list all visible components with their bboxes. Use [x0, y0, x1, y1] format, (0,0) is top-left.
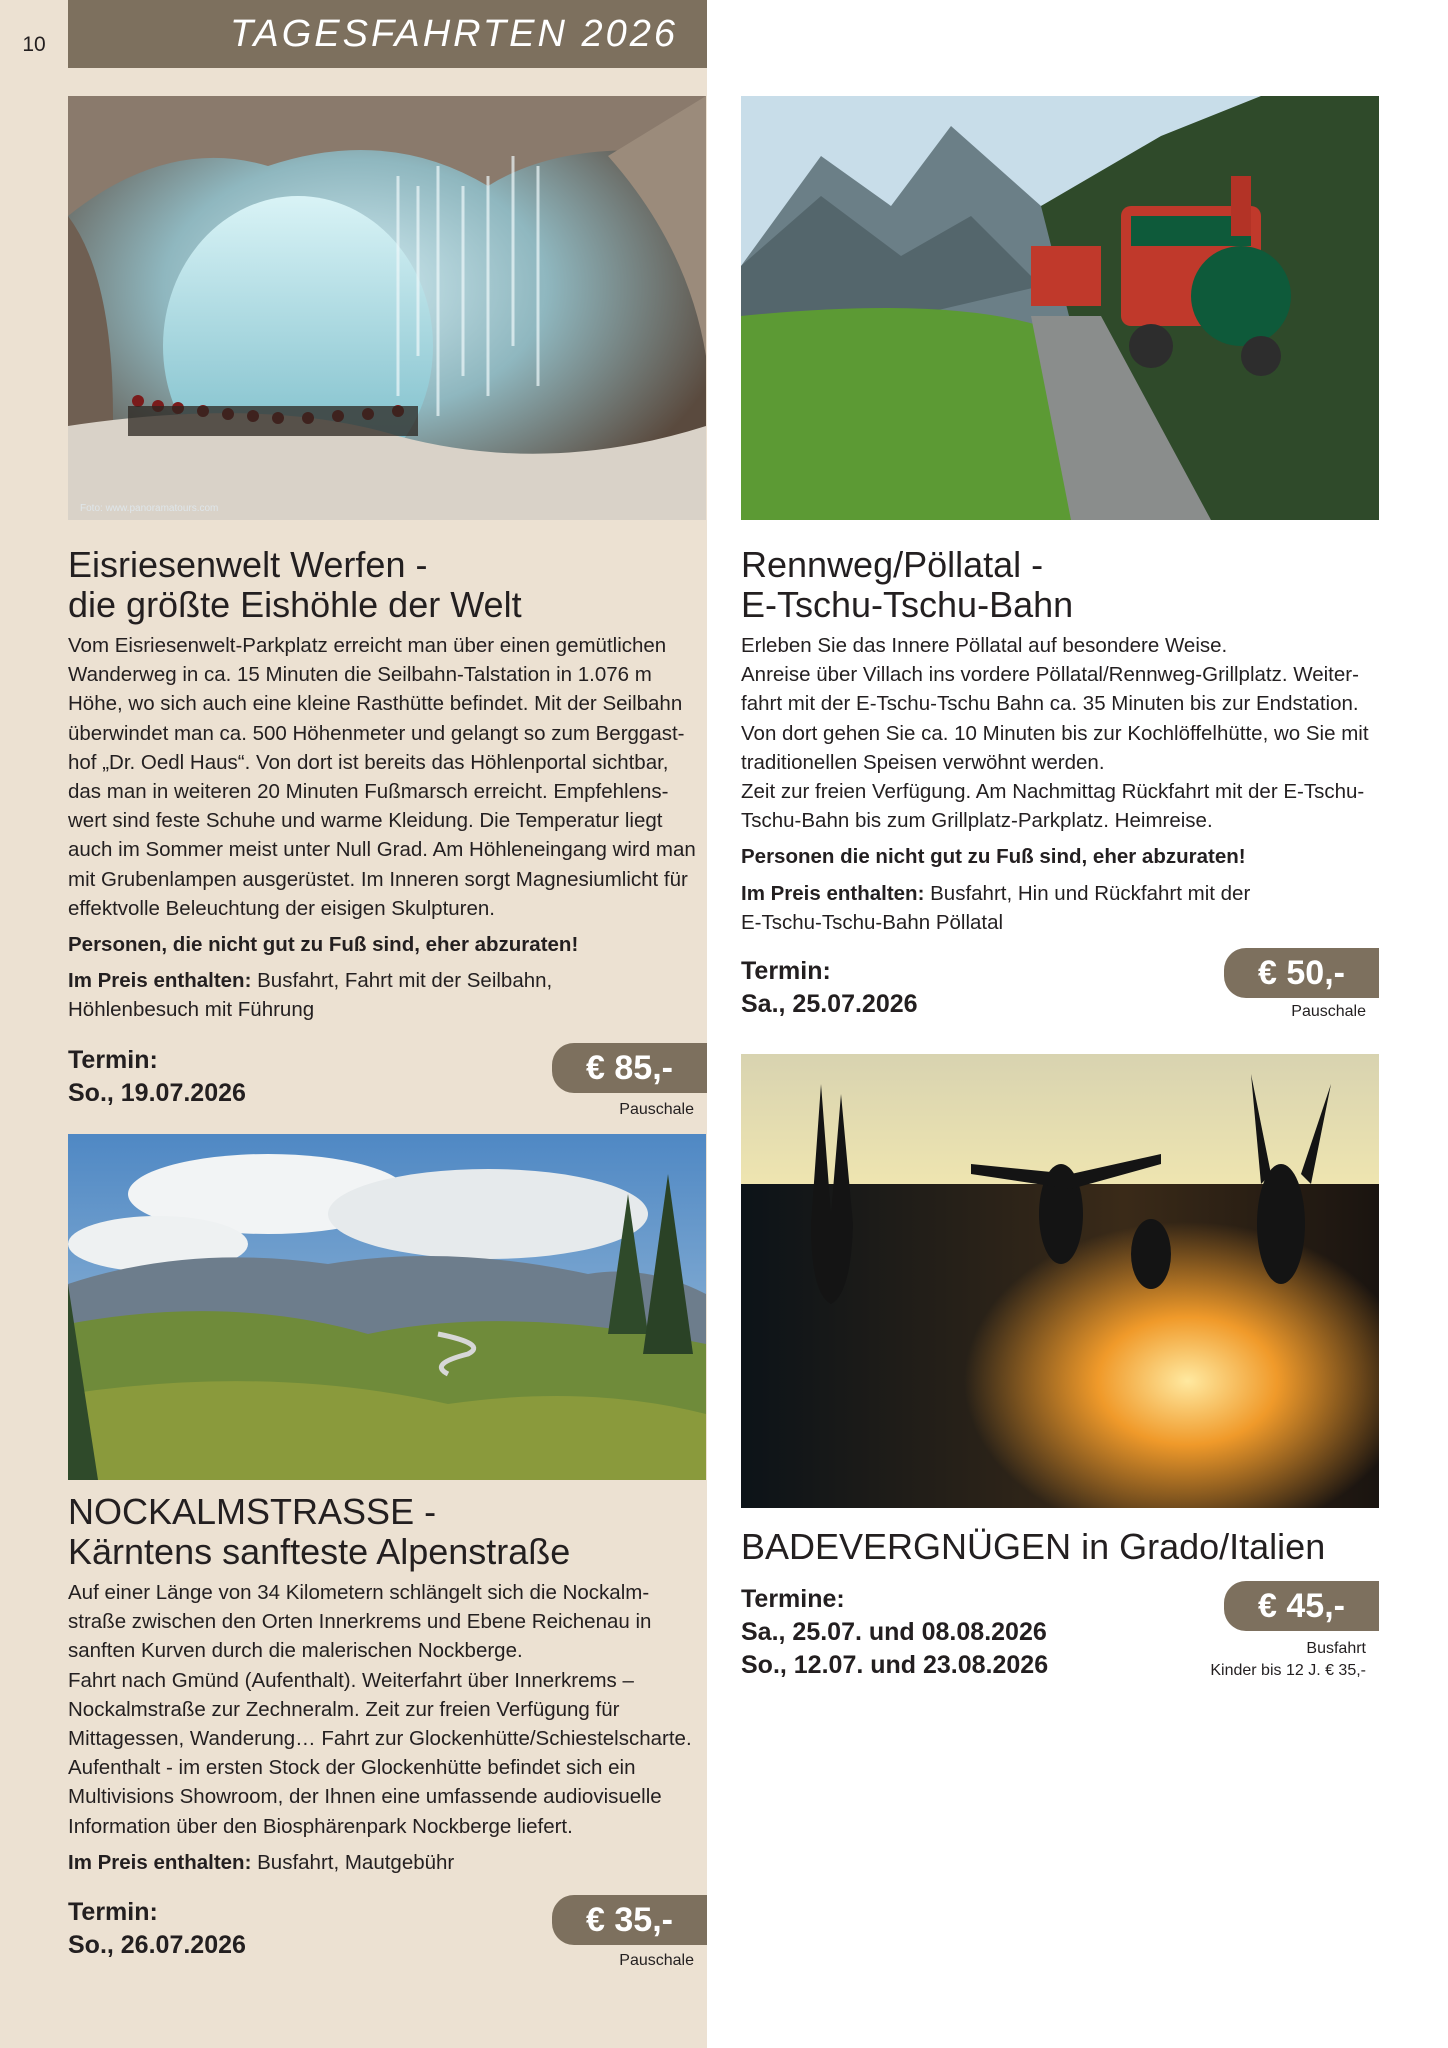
termin-eisriesenwelt: Termin: So., 19.07.2026 — [68, 1046, 246, 1107]
article-title-badevergnuegen: BADEVERGNÜGEN in Grado/Italien — [741, 1526, 1326, 1567]
tschu-tschu-train-photo — [741, 96, 1379, 520]
article-title-rennweg: Rennweg/Pöllatal - E-Tschu-Tschu-Bahn — [741, 544, 1074, 625]
alpine-road-photo — [68, 1134, 706, 1480]
article-text-nockalmstrasse: Auf einer Länge von 34 Kilometern schlängelt sich die Nockalm- straße zwischen den Orten Innerkrems und Ebene Reichenau in sanften Kurven durch die malerischen Nockberge. Fahrt nach Gmünd (Aufenthalt). Weiterfahrt über Innerkrems – Nockalmstraße zur Zechneralm. Zeit zur freien Verfügung für Mittagessen, Wanderung… Fahrt zur Glockenhütte/Schiestelscharte. Aufenthalt - im ersten Stock der Glockenhütte befindet sich ein Multivisions Showroom, der Ihnen eine umfassende audiovisuelle Information über den Biosphärenpark Nockberge liefert. Im Preis enthalten: Busfahrt, Mautgebühr — [68, 1578, 708, 1877]
included-text: Im Preis enthalten: Busfahrt, Mautgebühr — [68, 1850, 455, 1874]
article-text-rennweg: Erleben Sie das Innere Pöllatal auf besondere Weise. Anreise über Villach ins vordere Pöllatal/Rennweg-Grillplatz. Weiter- fahrt mit der E-Tschu-Tschu Bahn ca. 35 Minuten bis zur Endstation. Von dort gehen Sie ca. 10 Minuten bis zur Kochlöffelhütte, wo Sie mit traditionellen Speisen verwöhnt werden. Zeit zur freien Verfügung. Am Nachmittag Rückfahrt mit der E-Tschu- Tschu-Bahn bis zum Grillplatz-Parkplatz. Heimreise. Personen die nicht gut zu Fuß sind, eher abzuraten! Im Preis enthalten: Busfahrt, Hin und Rückfahrt mit der E-Tschu-Tschu-Bahn Pöllatal — [741, 631, 1381, 937]
photo-credit: Foto: www.panoramatours.com — [80, 503, 219, 514]
price-note: Busfahrt Kinder bis 12 J. € 35,- — [1210, 1640, 1366, 1679]
price-badge: € 50,- — [1224, 948, 1379, 998]
termin-nockalmstrasse: Termin: So., 26.07.2026 — [68, 1898, 246, 1959]
beach-splash-photo — [741, 1054, 1379, 1508]
price-note: Pauschale — [619, 1101, 694, 1118]
price-note: Pauschale — [619, 1952, 694, 1969]
termin-rennweg: Termin: Sa., 25.07.2026 — [741, 957, 918, 1018]
termin-badevergnuegen: Termine: Sa., 25.07. und 08.08.2026 So., 12.07. und 23.08.2026 — [741, 1585, 1049, 1679]
price-badge: € 85,- — [552, 1043, 707, 1093]
price-note: Pauschale — [1291, 1003, 1366, 1020]
article-title-nockalmstrasse: NOCKALMSTRASSE - Kärntens sanfteste Alpenstraße — [68, 1491, 571, 1572]
ice-cave-photo — [68, 96, 706, 520]
section-title: TAGESFAHRTEN 2026 — [230, 13, 679, 55]
warning-text: Personen die nicht gut zu Fuß sind, eher abzuraten! — [741, 845, 1246, 869]
included-text: Im Preis enthalten: Busfahrt, Fahrt mit der Seilbahn, — [68, 969, 553, 993]
price-badge: € 35,- — [552, 1895, 707, 1945]
page-number: 10 — [0, 0, 68, 68]
article-text-eisriesenwelt: Vom Eisriesenwelt-Parkplatz erreicht man über einen gemütlichen Wanderweg in ca. 15 Minuten die Seilbahn-Talstation in 1.076 m Höhe, wo sich auch eine kleine Rasthütte befindet. Mit der Seilbahn überwindet man ca. 500 Höhenmeter und gelangt so zum Berggast- hof „Dr. Oedl Haus“. Von dort ist bereits das Höhlenportal sichtbar, das man in weiteren 20 Minuten Fußmarsch erreicht. Empfehlens- wert sind feste Schuhe und warme Kleidung. Die Temperatur liegt auch im Sommer meist unter Null Grad. Am Höhleneingang wird man mit Grubenlampen ausgerüstet. Im Inneren sorgt Magnesiumlicht für effektvolle Beleuchtung der eisigen Skulpturen. Personen, die nicht gut zu Fuß sind, eher abzuraten! Im Preis enthalten: Busfahrt, Fahrt mit der Seilbahn, Höhlenbesuch mit Führung — [68, 631, 708, 1025]
warning-text: Personen, die nicht gut zu Fuß sind, eher abzuraten! — [68, 933, 579, 957]
article-title-eisriesenwelt: Eisriesenwelt Werfen - die größte Eishöhle der Welt — [68, 544, 522, 625]
price-badge: € 45,- — [1224, 1581, 1379, 1631]
included-text: Im Preis enthalten: Busfahrt, Hin und Rückfahrt mit der — [741, 881, 1251, 905]
